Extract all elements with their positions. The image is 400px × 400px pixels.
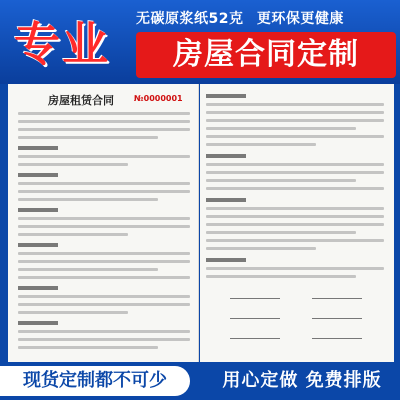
text-line [18, 311, 128, 314]
text-line [18, 268, 158, 271]
text-line [206, 111, 384, 114]
text-line [206, 231, 356, 234]
text-line [206, 119, 384, 122]
signature-line [230, 338, 280, 339]
text-line [18, 338, 190, 341]
text-line [18, 295, 190, 298]
text-line [18, 190, 190, 193]
section-heading [18, 243, 58, 247]
signature-line [230, 298, 280, 299]
text-line [206, 275, 356, 278]
text-line [206, 239, 384, 242]
signature-line [312, 318, 362, 319]
contract-page-left [8, 84, 199, 362]
text-line [18, 330, 190, 333]
text-line [18, 217, 190, 220]
slogan-eco: 更环保更健康 [256, 11, 344, 27]
text-line [206, 127, 356, 130]
signature-line [312, 338, 362, 339]
serial-number: №0000001 [134, 94, 183, 103]
signature-line [312, 298, 362, 299]
text-line [18, 198, 158, 201]
text-line [18, 136, 158, 139]
text-line [206, 223, 384, 226]
text-line [18, 128, 190, 131]
contract-page-right [200, 84, 394, 362]
footer-free-layout: 用心定做 免费排版 [222, 370, 382, 391]
text-line [18, 252, 190, 255]
section-heading [18, 208, 58, 212]
text-line [206, 135, 384, 138]
text-line [206, 143, 316, 146]
text-line [206, 247, 316, 250]
product-title: 房屋合同定制 [136, 32, 396, 78]
text-line [18, 233, 128, 236]
headline-professional: 专业 [14, 17, 110, 71]
slogan [136, 8, 396, 30]
section-heading [206, 258, 246, 262]
text-line [18, 120, 190, 123]
text-line [206, 103, 384, 106]
section-heading [206, 198, 246, 202]
text-line [18, 346, 158, 349]
section-heading [18, 173, 58, 177]
contract-title: 房屋租赁合同 [48, 94, 114, 107]
text-line [18, 163, 128, 166]
section-heading [18, 146, 58, 150]
text-line [18, 112, 190, 115]
text-line [18, 276, 190, 279]
text-line [206, 207, 384, 210]
section-heading [206, 154, 246, 158]
text-line [206, 215, 384, 218]
text-line [18, 182, 190, 185]
text-line [206, 171, 384, 174]
text-line [206, 179, 356, 182]
text-line [206, 187, 384, 190]
section-heading [18, 286, 58, 290]
text-line [18, 155, 190, 158]
slogan-paper: 无碳原浆纸52克 [136, 11, 244, 27]
footer-stock-custom: 现货定制都不可少 [0, 366, 190, 396]
text-line [18, 303, 190, 306]
section-heading [18, 321, 58, 325]
text-line [206, 267, 384, 270]
signature-line [230, 318, 280, 319]
text-line [18, 260, 190, 263]
text-line [18, 225, 190, 228]
section-heading [206, 94, 246, 98]
text-line [206, 163, 384, 166]
